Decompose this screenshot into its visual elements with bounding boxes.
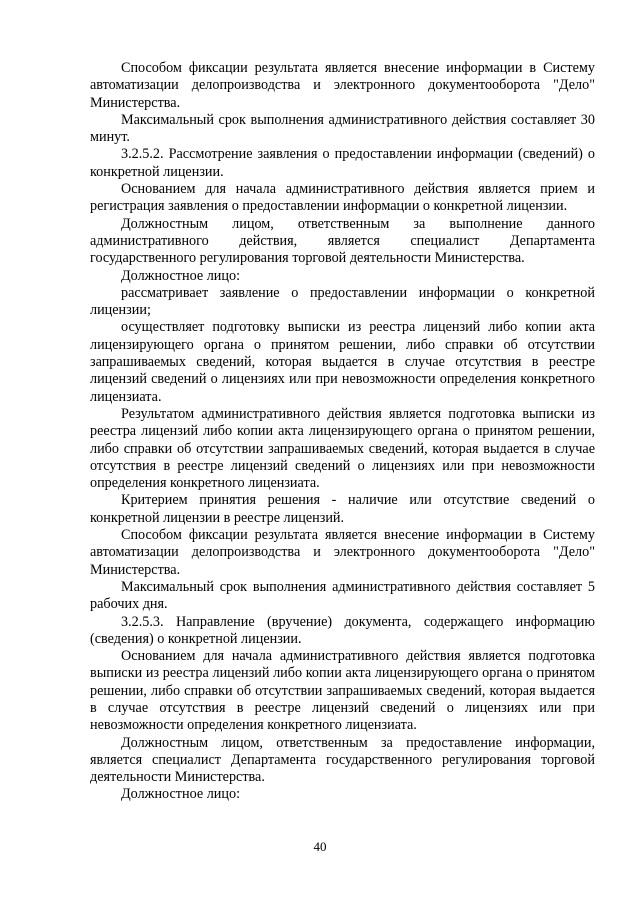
list-item: осуществляет подготовку выписки из реестра лицензий либо копии акта лицензирующего органа о принятом решении, либо справки об отсутствии запрашиваемых сведений, которая выдается в случае отсутствия в реестре лицензий сведений о лицензиях или при невозможности определения конкретного лицензиата. bbox=[90, 319, 595, 405]
paragraph: Должностным лицом, ответственным за выполнение данного административного действия, является специалист Департамента государственного регулирования торговой деятельности Министерства. bbox=[90, 215, 595, 267]
section-heading: 3.2.5.2. Рассмотрение заявления о предоставлении информации (сведений) о конкретной лицензии. bbox=[90, 146, 595, 180]
paragraph: Должностным лицом, ответственным за предоставление информации, является специалист Департамента государственного регулирования торговой деятельности Министерства. bbox=[90, 734, 595, 786]
paragraph: Должностное лицо: bbox=[121, 786, 241, 803]
list-item: рассматривает заявление о предоставлении информации о конкретной лицензии; bbox=[90, 284, 595, 319]
paragraph: Должностное лицо: bbox=[121, 267, 241, 284]
paragraph: Максимальный срок выполнения административного действия составляет 30 минут. bbox=[90, 111, 595, 146]
document-page bbox=[90, 60, 595, 804]
page-number: 40 bbox=[313, 839, 327, 854]
paragraph: Результатом административного действия является подготовка выписки из реестра лицензий либо копии акта лицензирующего органа о принятом решении, либо справки об отсутствии запрашиваемых сведений, которая выдается в случае отсутствия в реестре лицензий сведений о лицензиях или при невозможности определения конкретного лицензиата. bbox=[90, 405, 595, 492]
paragraph: Способом фиксации результата является внесение информации в Систему автоматизации делопроизводства и электронного документооборота "Дело" Министерства. bbox=[90, 60, 595, 111]
section-heading: 3.2.5.3. Направление (вручение) документа, содержащего информацию (сведения) о конкретной лицензии. bbox=[90, 613, 595, 647]
paragraph: Основанием для начала административного действия является прием и регистрация заявления о предоставлении информации о конкретной лицензии. bbox=[90, 181, 595, 215]
paragraph: Способом фиксации результата является внесение информации в Систему автоматизации делопроизводства и электронного документооборота "Дело" Министерства. bbox=[90, 527, 595, 578]
paragraph: Максимальный срок выполнения административного действия составляет 5 рабочих дня. bbox=[90, 578, 595, 613]
paragraph: Основанием для начала административного действия является подготовка выписки из реестра лицензий либо копии акта лицензирующего органа о принятом решении, либо справки об отсутствии запрашиваемых сведений, которая выдается в случае отсутствия в реестре лицензий сведений о лицензиях или при невозможности определения конкретного лицензиата. bbox=[90, 648, 595, 734]
paragraph: Критерием принятия решения - наличие или отсутствие сведений о конкретной лицензии в реестре лицензий. bbox=[90, 492, 595, 526]
